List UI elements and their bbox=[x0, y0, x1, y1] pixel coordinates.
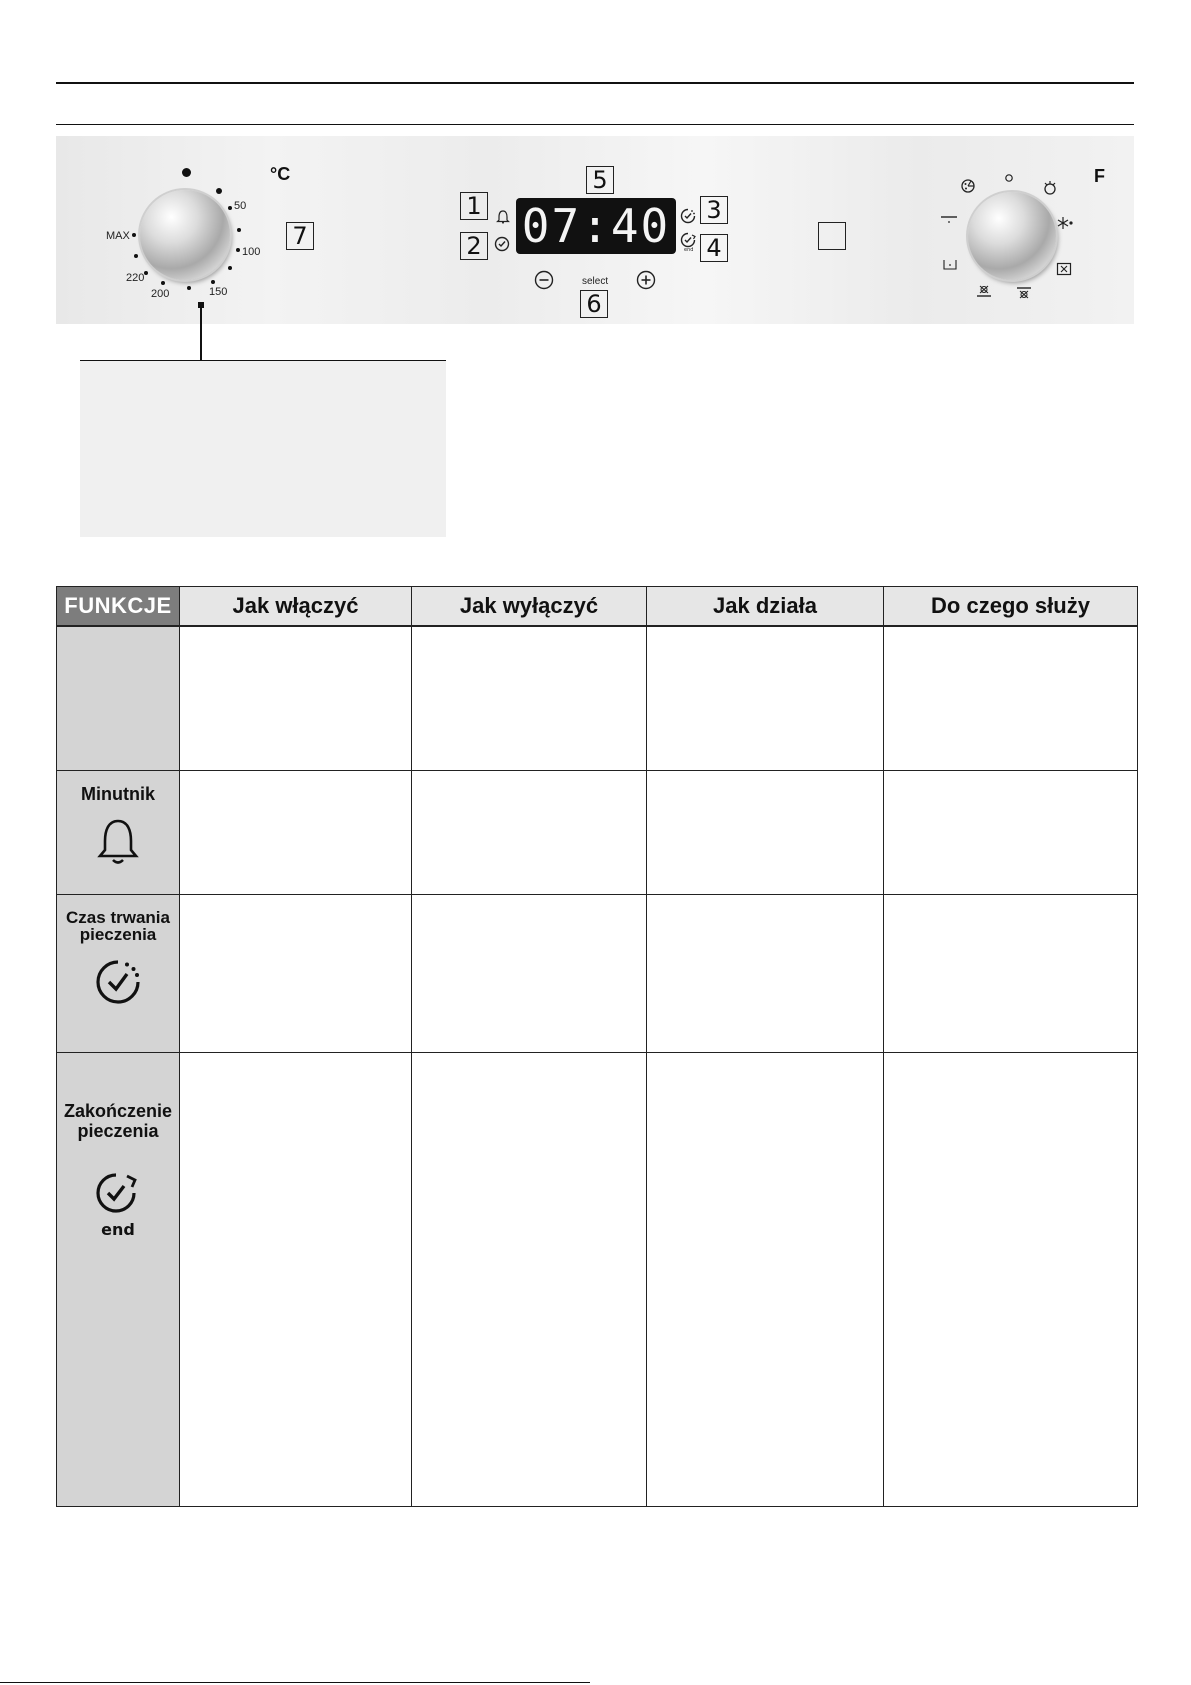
control-panel bbox=[56, 136, 1134, 324]
table-row bbox=[57, 894, 1138, 1052]
function-cell-end bbox=[57, 1052, 180, 1506]
function-f-label: F bbox=[1094, 166, 1105, 186]
second-rule bbox=[56, 124, 1134, 125]
clock-check-icon[interactable] bbox=[494, 236, 510, 257]
table-header-row bbox=[57, 587, 1138, 627]
callout-4: 4 bbox=[700, 234, 728, 262]
celsius-label: °C bbox=[270, 164, 291, 184]
description-box bbox=[80, 360, 446, 537]
table-cell bbox=[884, 770, 1138, 894]
end-label: end bbox=[101, 1219, 135, 1239]
duration-clock-icon[interactable] bbox=[680, 208, 696, 229]
fan-top-bottom-icon bbox=[976, 284, 992, 303]
plus-circle-icon[interactable] bbox=[636, 270, 656, 295]
callout-5: 5 bbox=[586, 166, 614, 194]
function-name: Minutnik bbox=[81, 783, 155, 804]
function-cell-empty bbox=[57, 626, 180, 770]
top-heat-icon bbox=[940, 212, 958, 230]
functions-table bbox=[56, 586, 1138, 1507]
table-row bbox=[57, 1052, 1138, 1506]
tick bbox=[134, 254, 138, 258]
scale-200: 200 bbox=[151, 288, 170, 300]
table-cell bbox=[647, 770, 884, 894]
tick bbox=[161, 281, 165, 285]
defrost-icon bbox=[1056, 216, 1074, 235]
bell-icon bbox=[57, 817, 179, 870]
table-cell bbox=[884, 626, 1138, 770]
scale-150: 150 bbox=[209, 286, 228, 298]
tick bbox=[187, 286, 191, 290]
header-purpose: Do czego służy bbox=[884, 587, 1138, 627]
temperature-knob[interactable] bbox=[140, 190, 230, 280]
top-rule bbox=[56, 82, 1134, 84]
minus-circle-icon[interactable] bbox=[534, 270, 554, 295]
callout-2: 2 bbox=[460, 232, 488, 260]
scale-50: 50 bbox=[234, 200, 247, 212]
callout-1: 1 bbox=[460, 192, 488, 220]
scale-220: 220 bbox=[126, 272, 145, 284]
tick bbox=[228, 206, 232, 210]
empty-square-box bbox=[818, 222, 846, 250]
pizza-icon bbox=[960, 178, 976, 199]
leader-line bbox=[200, 304, 202, 360]
duration-clock-icon bbox=[57, 957, 179, 1012]
callout-7: 7 bbox=[286, 222, 314, 250]
bottom-rule bbox=[0, 1682, 590, 1683]
table-cell bbox=[884, 1052, 1138, 1506]
callout-6: 6 bbox=[580, 290, 608, 318]
tick bbox=[211, 280, 215, 284]
tick bbox=[132, 233, 136, 237]
function-knob[interactable] bbox=[968, 192, 1056, 280]
callout-3: 3 bbox=[700, 196, 728, 224]
header-how-to-turn-off: Jak wyłączyć bbox=[412, 587, 647, 627]
header-funkcje: FUNKCJE bbox=[57, 587, 180, 627]
end-clock-icon[interactable] bbox=[680, 232, 698, 257]
table-cell bbox=[180, 1052, 412, 1506]
tick bbox=[237, 228, 241, 232]
fan-grill-icon bbox=[1056, 262, 1072, 281]
table-cell bbox=[884, 894, 1138, 1052]
header-how-to-turn-on: Jak włączyć bbox=[180, 587, 412, 627]
lamp-icon bbox=[1042, 180, 1058, 201]
off-dot bbox=[182, 168, 191, 177]
table-row bbox=[57, 626, 1138, 770]
table-cell bbox=[412, 770, 647, 894]
header-how-it-works: Jak działa bbox=[647, 587, 884, 627]
scale-100: 100 bbox=[242, 246, 261, 258]
table-cell bbox=[180, 894, 412, 1052]
off-circle-icon bbox=[1004, 170, 1014, 188]
scale-max: MAX bbox=[106, 230, 130, 242]
function-cell-minutnik bbox=[57, 770, 180, 894]
table-cell bbox=[647, 1052, 884, 1506]
bell-icon[interactable] bbox=[496, 210, 510, 229]
table-cell bbox=[412, 1052, 647, 1506]
tick-50 bbox=[216, 188, 222, 194]
leader-dot bbox=[198, 302, 204, 308]
table-cell bbox=[180, 770, 412, 894]
table-cell bbox=[180, 626, 412, 770]
table-cell bbox=[647, 626, 884, 770]
tick bbox=[228, 266, 232, 270]
bottom-heat-icon bbox=[942, 258, 958, 276]
function-name: Czas trwania pieczenia bbox=[66, 907, 170, 944]
tick bbox=[144, 271, 148, 275]
clock-display: 07:40 bbox=[516, 198, 676, 254]
table-cell bbox=[647, 894, 884, 1052]
select-button-label[interactable]: select bbox=[582, 276, 609, 287]
function-name: Zakończenie pieczenia bbox=[63, 1100, 173, 1141]
table-cell bbox=[412, 626, 647, 770]
fan-bottom-icon bbox=[1016, 286, 1032, 305]
svg-text:end: end bbox=[684, 247, 694, 252]
table-row bbox=[57, 770, 1138, 894]
function-cell-duration bbox=[57, 894, 180, 1052]
tick bbox=[236, 248, 240, 252]
table-cell bbox=[412, 894, 647, 1052]
